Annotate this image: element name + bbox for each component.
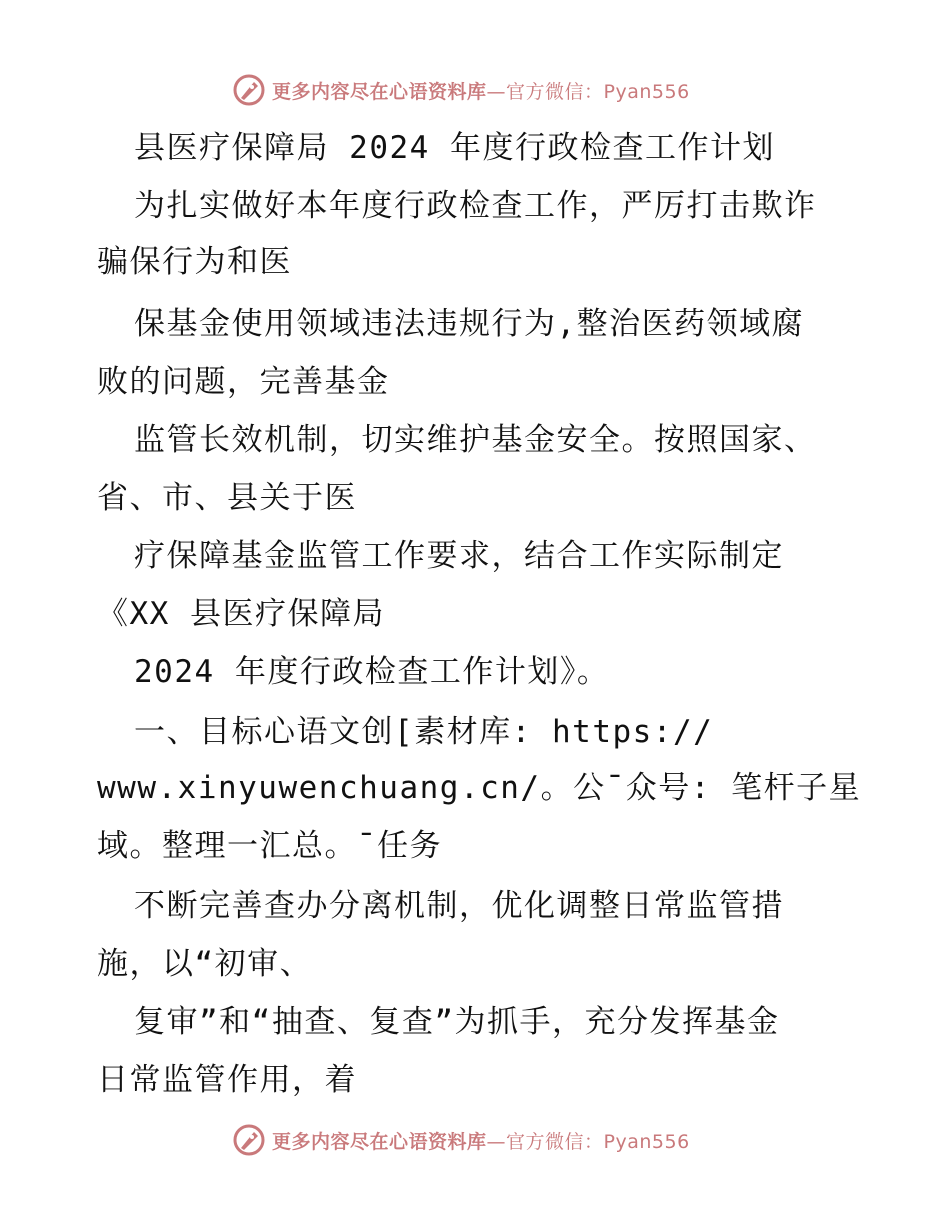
body-line: 疗保障基金监管工作要求，结合工作实际制定 [134, 538, 784, 574]
banner-text [272, 1127, 690, 1154]
body-line: 不断完善查办分离机制，优化调整日常监管措 [134, 888, 784, 924]
banner-main-text: 更多内容尽在心语资料库 [272, 1130, 487, 1153]
banner-suffix-text: 官方微信：Pyan556 [506, 80, 690, 103]
section-heading: 一、目标心语文创[素材库: https:// [134, 714, 714, 750]
watermark-banner-bottom [232, 1122, 690, 1158]
body-line: www.xinyuwenchuang.cn/。公¯众号: 笔杆子星 [97, 770, 862, 806]
body-line: 败的问题，完善基金 [97, 364, 390, 400]
body-line: 保基金使用领域违法违规行为,整治医药领域腐 [134, 306, 805, 342]
banner-text [272, 77, 690, 104]
banner-suffix-text: 官方微信：Pyan556 [506, 1130, 690, 1153]
watermark-banner-top [232, 72, 690, 108]
body-line: 施，以“初审、 [97, 946, 313, 982]
body-line: 《XX 县医疗保障局 [97, 596, 385, 632]
body-line: 省、市、县关于医 [97, 480, 357, 516]
banner-dash: — [486, 1130, 507, 1153]
body-line: 复审”和“抽查、复查”为抓手，充分发挥基金 [134, 1004, 780, 1040]
body-line: 监管长效机制，切实维护基金安全。按照国家、 [134, 422, 817, 458]
body-line: 2024 年度行政检查工作计划》。 [134, 654, 610, 690]
body-line: 骗保行为和医 [97, 244, 292, 280]
banner-main-text: 更多内容尽在心语资料库 [272, 80, 487, 103]
body-line: 为扎实做好本年度行政检查工作，严厉打击欺诈 [134, 188, 817, 224]
body-line: 域。整理一汇总。¯任务 [97, 828, 443, 864]
body-line: 日常监管作用，着 [97, 1062, 357, 1098]
pen-nib-logo-icon [232, 73, 266, 107]
pen-nib-logo-icon [232, 1123, 266, 1157]
banner-dash: — [486, 80, 507, 103]
document-title: 县医疗保障局 2024 年度行政检查工作计划 [134, 130, 775, 166]
